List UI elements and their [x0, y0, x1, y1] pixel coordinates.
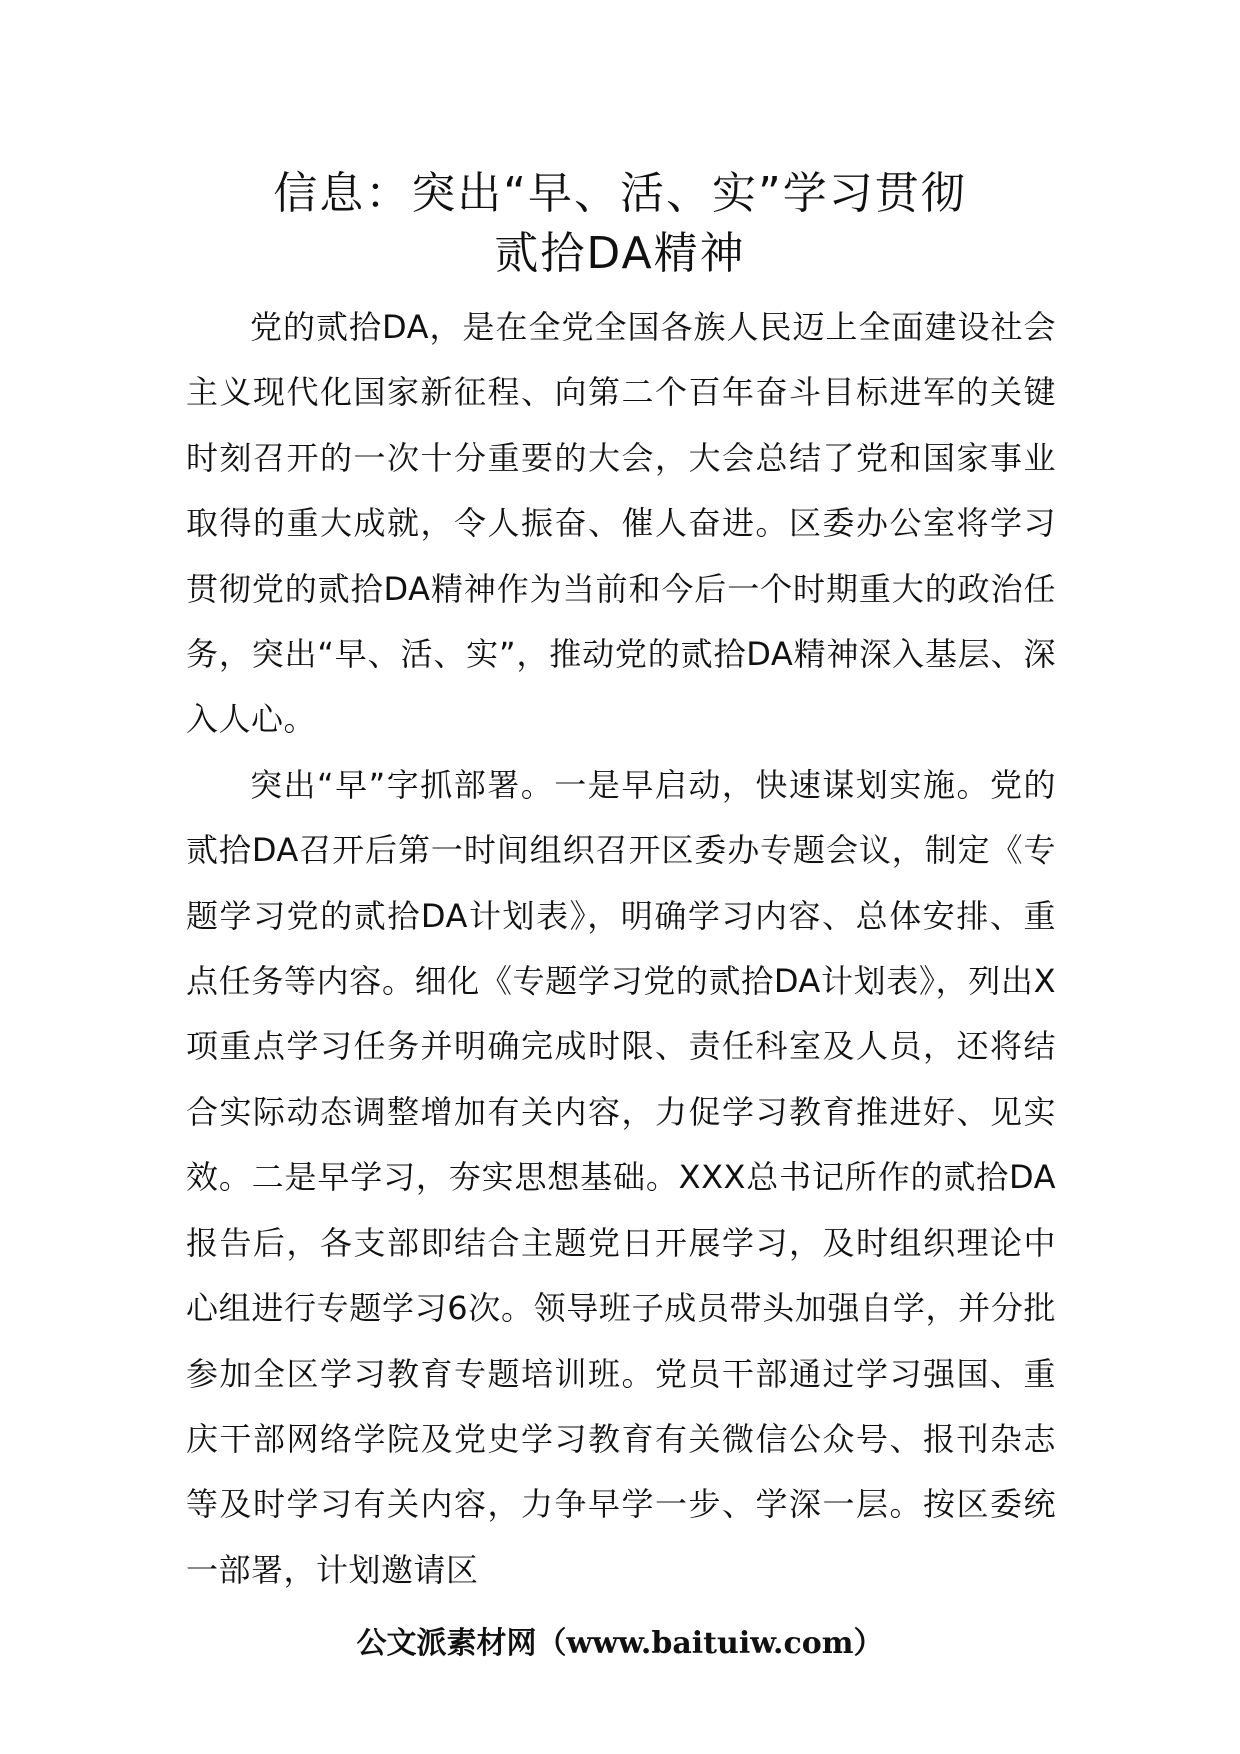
document-title [0, 164, 1240, 284]
paragraph-intro: 党的贰拾DA，是在全党全国各族人民迈上全面建设社会主义现代化国家新征程、向第二个百年奋斗目标进军的关键时刻召开的一次十分重要的大会，大会总结了党和国家事业取得的重大成就，令人振奋、催人奋进。区委办公室将学习贯彻党的贰拾DA精神作为当前和今后一个时期重大的政治任务，突出“早、活、实”，推动党的贰拾DA精神深入基层、深入人心。 [186, 308, 1056, 739]
document-body [186, 295, 1056, 1603]
paragraph-early-deployment: 突出“早”字抓部署。一是早启动，快速谋划实施。党的贰拾DA召开后第一时间组织召开区委办专题会议，制定《专题学习党的贰拾DA计划表》，明确学习内容、总体安排、重点任务等内容。细化《专题学习党的贰拾DA计划表》，列出X项重点学习任务并明确完成时限、责任科室及人员，还将结合实际动态调整增加有关内容，力促学习教育推进好、见实效。二是早学习，夯实思想基础。XXX总书记所作的贰拾DA报告后，各支部即结合主题党日开展学习，及时组织理论中心组进行专题学习6次。领导班子成员带头加强自学，并分批参加全区学习教育专题培训班。党员干部通过学习强国、重庆干部网络学院及党史学习教育有关微信公众号、报刊杂志等及时学习有关内容，力争早学一步、学深一层。按区委统一部署，计划邀请区 [186, 765, 1056, 1589]
title-line-2: 贰拾DA精神 [494, 228, 746, 279]
title-line-1: 信息：突出“早、活、实”学习贯彻 [273, 168, 967, 219]
footer-watermark: 公文派素材网（www.baituiw.com） [356, 1626, 884, 1661]
